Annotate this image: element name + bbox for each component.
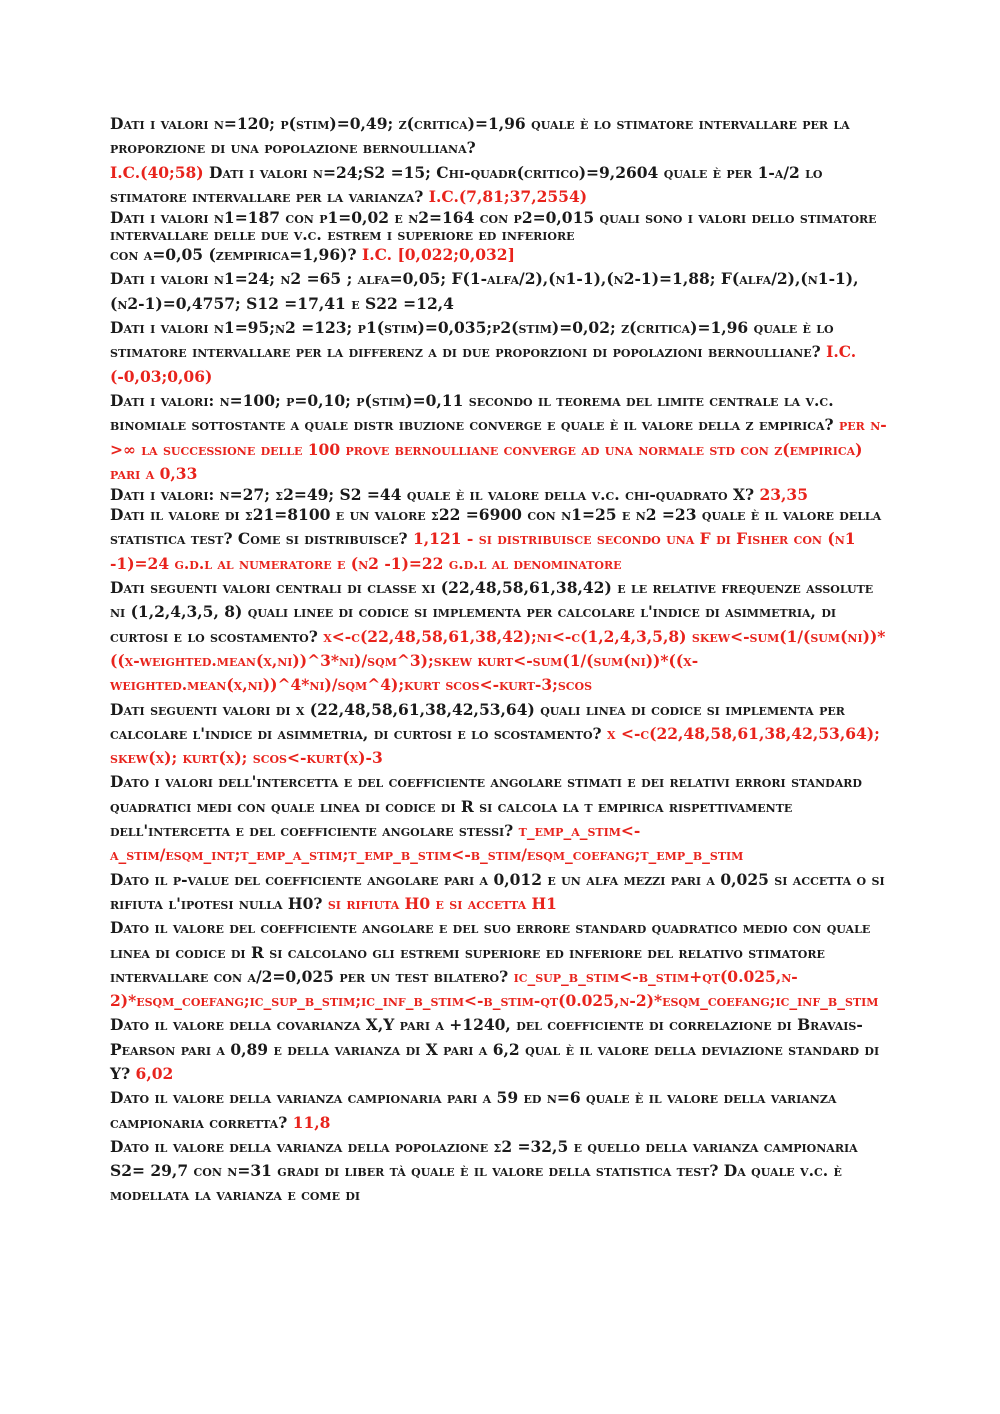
question-text: con α=0,05 (zempirica=1,96)? [110,245,362,265]
qa-item [110,770,890,867]
question-text: Dato il p-value del coefficiente angolare pari a 0,012 e un alfa mezzi pari a 0,025 si accetta o si rifiuta l'ipotesi nulla H0? [110,869,885,913]
answer-text: ic_sup_b_stim<-b_stim+qt(0.025,n-2)*esqm_coefang;ic_sup_b_stim;ic_inf_b_stim<-b_stim-qt(0.025,n-2)*esqm_coefang;ic_inf_b_stim [110,966,879,1011]
answer-text: I.C.(-0,03;0,06) [110,342,857,386]
answer-text: 11,8 [292,1112,331,1132]
answer-text: x <-c(22,48,58,61,38,42,53,64); skew(x); kurt(x); scos<-kurt(x)-3 [110,723,880,768]
question-text: Dato il valore della varianza campionaria pari a 59 ed n=6 quale è il valore della varianza campionaria corretta? [110,1088,837,1132]
qa-item [110,112,890,161]
answer-text: I.C.(40;58) [110,162,210,182]
question-text: Dato il valore della varianza della popolazione σ2 =32,5 e quello della varianza campionaria S2= 29,7 con n=31 gradi di liber tà quale è il valore della statistica test? Da quale v.c. è modellata la varianza e come di [110,1136,858,1205]
qa-item [110,1135,890,1208]
question-text: Dato i valori dell'intercetta e del coefficiente angolare stimati e dei relativi errori standard quadratici medi con quale linea di codice di R si calcola la t empirica rispettivamente dell'intercetta e del coefficiente angolare stessi? [110,772,862,841]
qa-item [110,916,890,1013]
answer-text: si rifiuta H0 e si accetta H1 [327,893,557,913]
qa-item [110,316,890,389]
qa-item [110,576,890,697]
qa-item [110,698,890,771]
question-text: Dati i valori n=24;S2 =15; Chi-quadr(critico)=9,2604 quale è per 1-α/2 lo stimatore intervallare per la varianza? [110,162,823,206]
question-text: Dati i valori n=120; p(stim)=0,49; z(critica)=1,96 quale è lo stimatore intervallare per la proporzione di una popolazione bernoulliana? [110,114,850,158]
answer-text: 1,121 - si distribuisce secondo una F di Fisher con (n1 -1)=24 g.d.l al numeratore e (n2 -1)=22 g.d.l al denominatore [110,529,856,573]
qa-item [110,161,890,210]
qa-item [110,868,890,917]
question-text: Dati i valori n1=95;n2 =123; p1(stim)=0,035;p2(stim)=0,02; z(critica)=1,96 quale è lo stimatore intervallare per la differenz a di due proporzioni di popolazioni bernoulliane? [110,318,834,362]
question-text: Dati seguenti valori centrali di classe xi (22,48,58,61,38,42) e le relative frequenze assolute ni (1,2,4,3,5, 8) quali linee di codice si implementa per calcolare l'indice di asimmetria, di curtosi e lo scostamento? [110,578,874,646]
question-text: Dato il valore della covarianza X,Y pari a +1240, del coefficiente di correlazione di Bravais-Pearson pari a 0,89 e della varianza di X pari a 6,2 qual è il valore della deviazione standard di Y? [110,1015,880,1083]
qa-item [110,486,890,503]
answer-text: t_emp_a_stim<-a_stim/esqm_int;t_emp_a_stim;t_emp_b_stim<-b_stim/esqm_coefang;t_emp_b_stim [110,821,744,865]
answer-text: per n->∞ la successione delle 100 prove bernoulliane converge ad una normale std con z(empirica) pari a 0,33 [110,415,887,483]
answer-text: 23,35 [759,485,808,505]
question-text: Dati il valore di σ21=8100 e un valore σ22 =6900 con n1=25 e n2 =23 quale è il valore della statistica test? Come si distribuisce? [110,505,882,549]
qa-item [110,1013,890,1086]
qa-item [110,503,890,576]
qa-item [110,389,890,486]
question-text: Dati i valori: n=100; p=0,10; p(stim)=0,11 secondo il teorema del limite centrale la v.c. binomiale sottostante a quale distr ibuzione converge e quale è il valore della z empirica? [110,390,840,435]
answer-text: 6,02 [135,1063,174,1083]
qa-list [110,112,890,1208]
question-text: Dati seguenti valori di x (22,48,58,61,38,42,53,64) quali linea di codice si implementa per calcolare l'indice di asimmetria, di curtosi e lo scostamento? [110,699,845,743]
question-text: Dati i valori n1=24; n2 =65 ; alfa=0,05; F(1-alfa/2),(n1-1),(n2-1)=1,88; F(alfa/2),(n1-1),(n2-1)=0,4757; S12 =17,41 e S22 =12,4 [110,269,859,313]
qa-item [110,267,890,316]
question-text: Dato il valore del coefficiente angolare e del suo errore standard quadratico medio con quale linea di codice di R si calcolano gli estremi superiore ed inferiore del relativo stimatore intervallare con α/2=0,025 per un test bilatero? [110,918,871,986]
question-text: Dati i valori n1=187 con p1=0,02 e n2=164 con p2=0,015 quali sono i valori dello stimatore intervallare delle due v.c. estrem i superiore ed inferiore [110,208,877,245]
answer-text: I.C. [0,022;0,032] [361,245,515,265]
qa-item [110,209,890,243]
question-text: Dati i valori: n=27; σ2=49; S2 =44 quale è il valore della v.c. chi-quadrato X? [110,485,760,505]
answer-text: x<-c(22,48,58,61,38,42);ni<-c(1,2,4,3,5,8) skew<-sum(1/(sum(ni))*((x-weighted.mean(x,ni))^3*ni)/sqm^3);skew kurt<-sum(1/(sum(ni))*((x-weighted.mean(x,ni))^4*ni)/sqm^4);kurt scos<-kurt-3;scos [110,626,886,695]
qa-item [110,1086,890,1135]
answer-text: I.C.(7,81;37,2554) [428,186,588,206]
qa-item [110,243,890,267]
